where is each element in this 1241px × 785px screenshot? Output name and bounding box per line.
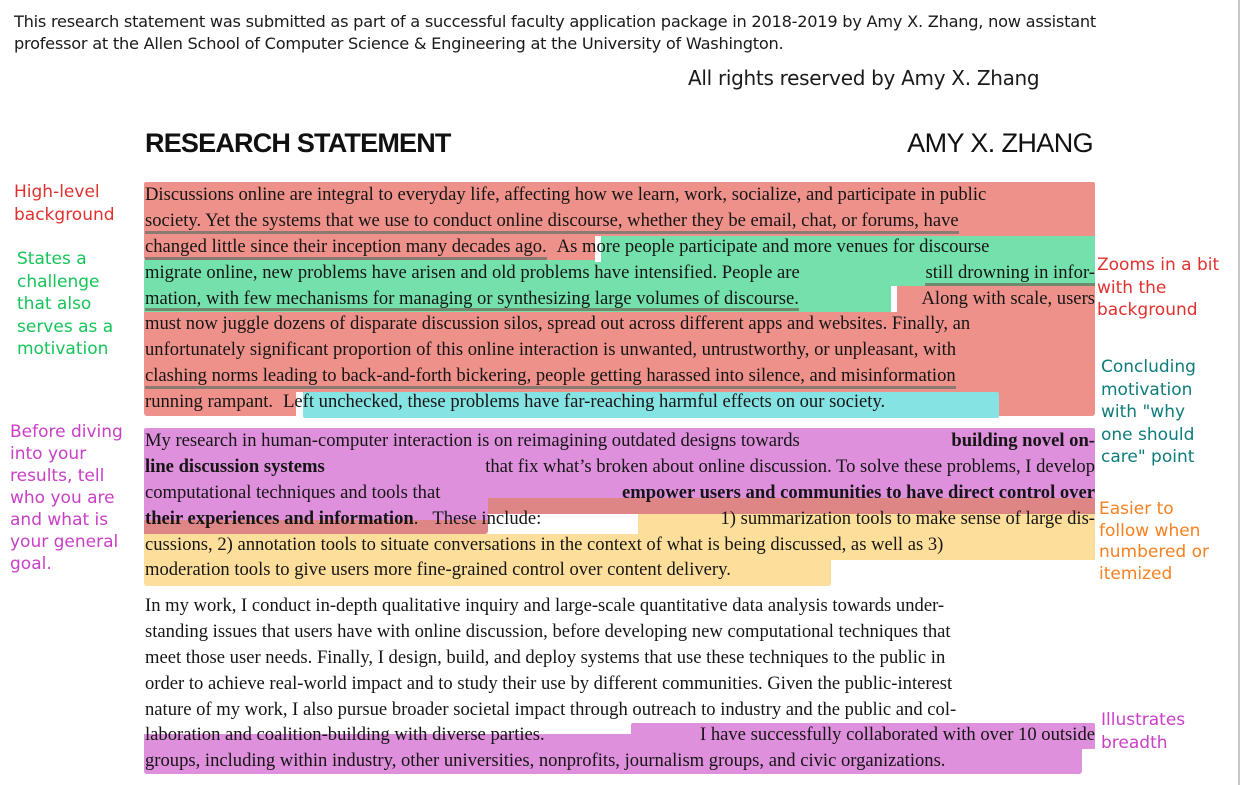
p1-line: society. Yet the systems that we use to conduct online discourse, whether they be email, chat, or forums, have (145, 208, 1095, 234)
paragraph-2 (145, 428, 1095, 583)
p3-line: order to achieve real-world impact and to study their use by different communities. Given the public-interest (145, 672, 953, 694)
p2-line: moderation tools to give users more fine-grained control over content delivery. (145, 559, 731, 581)
p2-line: cussions, 2) annotation tools to situate conversations in the context of what is being discussed, as well as 3) (145, 533, 944, 555)
p3-line: laboration and coalition-building with diverse parties. I have successfully collaborated with over 10 outside (145, 724, 1095, 746)
intro-line-2: professor at the Allen School of Computer Science & Engineering at the University of Washington. (14, 34, 784, 53)
annotation-states-challenge: States a challenge that also serves as a motivation (17, 249, 114, 359)
intro-note (14, 11, 1229, 55)
p3-line: groups, including within industry, other universities, nonprofits, journalism groups, and civic organizations. (145, 750, 946, 772)
annotation-concluding-motivation: Concluding motivation with "why one should care" point (1101, 357, 1196, 467)
annotation-before-diving: Before diving into your results, tell who you are and what is your general goal. (10, 422, 123, 574)
p1-line: must now juggle dozens of disparate discussion silos, spread out across different apps and websites. Finally, an (145, 313, 971, 335)
p3-line: standing issues that users have with online discussion, before developing new computational techniques that (145, 620, 951, 642)
document-title: RESEARCH STATEMENT (145, 128, 451, 158)
p1-line: running rampant. Left unchecked, these problems have far-reaching harmful effects on our society. (145, 391, 886, 413)
p2-line: their experiences and information. These include: 1) summarization tools to make sense of large dis- (145, 507, 1095, 529)
paragraph-1 (145, 182, 1095, 415)
intro-line-1: This research statement was submitted as part of a successful faculty application package in 2018-2019 by Amy X. Zhang, now assistant (14, 12, 1096, 31)
p3-line: meet those user needs. Finally, I design, build, and deploy systems that use these techniques to the public in (145, 646, 946, 668)
p1-line: Discussions online are integral to everyday life, affecting how we learn, work, socialize, and participate in public (145, 184, 987, 205)
p1-line: mation, with few mechanisms for managing or synthesizing large volumes of discourse. Along with scale, users (145, 286, 1095, 312)
annotation-illustrates-breadth: Illustrates breadth (1101, 710, 1186, 753)
annotation-high-level-background: High-level background (14, 182, 115, 225)
rights-notice: All rights reserved by Amy X. Zhang (688, 66, 1040, 90)
p1-line: clashing norms leading to back-and-forth bickering, people getting harassed into silence, and misinformation (145, 363, 1095, 389)
p1-line: migrate online, new problems have arisen and old problems have intensified. People are still drowning in infor- (145, 260, 1095, 286)
annotation-zooms-in: Zooms in a bit with the background (1097, 255, 1220, 320)
document-author: AMY X. ZHANG (907, 128, 1093, 158)
p3-line: In my work, I conduct in-depth qualitative inquiry and large-scale quantitative data analysis towards under- (145, 595, 945, 616)
p2-line: line discussion systems that fix what’s broken about online discussion. To solve these problems, I develop (145, 455, 1095, 477)
page-right-border (1238, 0, 1240, 785)
p3-line: nature of my work, I also pursue broader societal impact through outreach to industry and the public and col- (145, 698, 957, 720)
paragraph-3 (145, 593, 1095, 774)
annotation-easier-to-follow: Easier to follow when numbered or itemized (1099, 499, 1210, 584)
p2-line: computational techniques and tools that empower users and communities to have direct control over (145, 481, 1095, 503)
p1-line: unfortunately significant proportion of this online interaction is unwanted, untrustworthy, or unpleasant, with (145, 339, 957, 361)
p1-line: changed little since their inception many decades ago. As more people participate and more venues for discourse (145, 234, 1095, 260)
p2-line: My research in human-computer interaction is on reimagining outdated designs towards building novel on- (145, 430, 1095, 451)
